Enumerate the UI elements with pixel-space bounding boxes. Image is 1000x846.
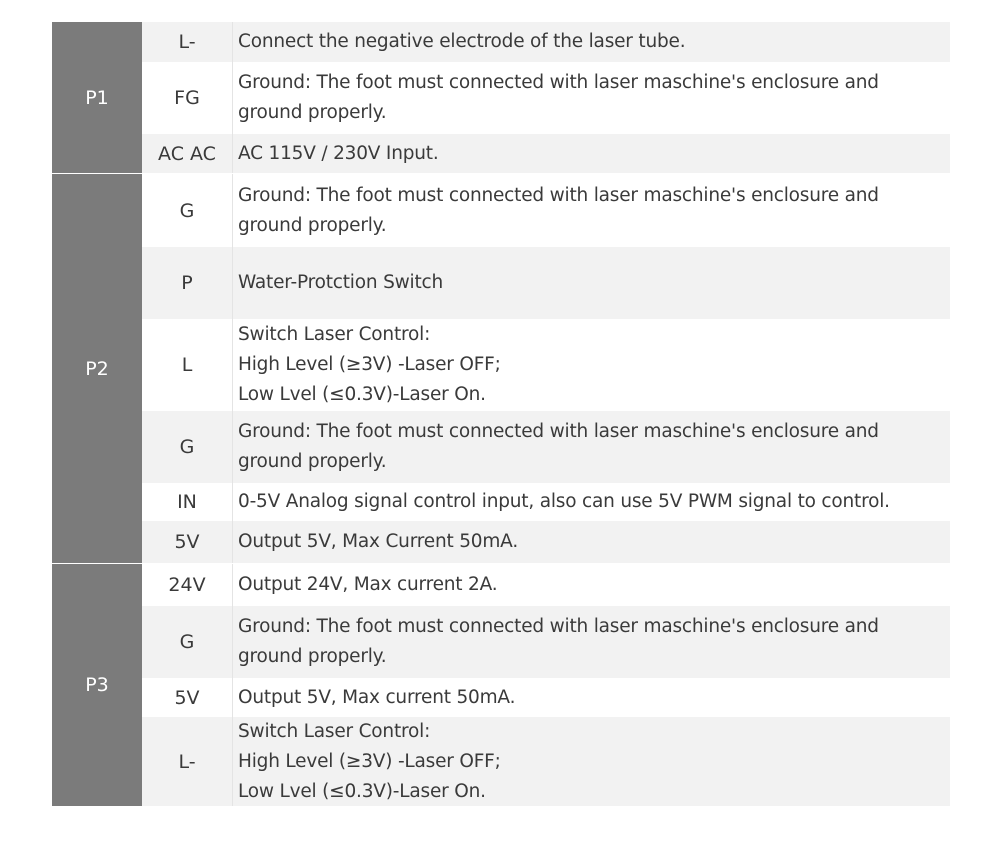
description-line: Low Lvel (≤0.3V)-Laser On. [238, 780, 486, 802]
description-line: Water-Protction Switch [238, 272, 444, 293]
group-label: P2 [52, 174, 142, 563]
description-line: Ground: The foot must connected with laser maschine's enclosure and [238, 421, 879, 442]
description-lines [238, 320, 501, 410]
pin-description [233, 564, 950, 606]
pin-name: L- [142, 22, 233, 62]
description-lines [238, 181, 879, 241]
pin-name: G [142, 606, 233, 678]
description-line: Ground: The foot must connected with laser maschine's enclosure and [238, 72, 879, 93]
description-line: Low Lvel (≤0.3V)-Laser On. [238, 384, 486, 405]
table-row [142, 483, 950, 521]
description-lines [238, 683, 515, 713]
table-row [142, 606, 950, 678]
group-label: P1 [52, 22, 142, 173]
table-row [142, 678, 950, 717]
pin-name: 24V [142, 564, 233, 606]
description-line: Switch Laser Control: [238, 720, 431, 742]
pin-name: 5V [142, 678, 233, 717]
description-line: Switch Laser Control: [238, 324, 431, 345]
description-lines [238, 27, 685, 57]
pin-name: 5V [142, 521, 233, 563]
pin-name: IN [142, 483, 233, 521]
description-lines [238, 139, 439, 169]
pin-description [233, 62, 950, 134]
table-row [142, 247, 950, 319]
description-line: High Level (≥3V) -Laser OFF; [238, 750, 501, 772]
description-line: Output 5V, Max current 50mA. [238, 686, 516, 708]
description-line: ground properly. [238, 102, 387, 123]
description-line: Connect the negative electrode of the laser tube. [238, 31, 686, 52]
pin-description [233, 134, 950, 173]
group-rows [142, 564, 950, 806]
description-line: Ground: The foot must connected with laser maschine's enclosure and [238, 616, 879, 637]
description-line: ground properly. [238, 451, 387, 472]
description-lines [238, 717, 501, 807]
description-lines [238, 527, 518, 557]
table-row [142, 22, 950, 62]
pin-description [233, 521, 950, 563]
pin-description [233, 22, 950, 62]
pin-name: G [142, 411, 233, 483]
pin-group [52, 173, 950, 563]
pin-name: L [142, 319, 233, 411]
table-row [142, 174, 950, 247]
table-row [142, 521, 950, 563]
description-lines [238, 268, 443, 298]
pin-name: L- [142, 717, 233, 806]
description-line: Ground: The foot must connected with laser maschine's enclosure and [238, 184, 879, 206]
table-row [142, 717, 950, 806]
group-label: P3 [52, 564, 142, 806]
table-row [142, 319, 950, 411]
pin-name: G [142, 174, 233, 247]
description-lines [238, 612, 879, 672]
description-line: High Level (≥3V) -Laser OFF; [238, 354, 501, 375]
pin-name: AC AC [142, 134, 233, 173]
pin-name: FG [142, 62, 233, 134]
description-line: Output 5V, Max Current 50mA. [238, 531, 518, 552]
description-line: Output 24V, Max current 2A. [238, 574, 498, 595]
pin-name: P [142, 247, 233, 319]
description-line: 0-5V Analog signal control input, also can use 5V PWM signal to control. [238, 491, 890, 512]
pin-group [52, 563, 950, 806]
pin-description [233, 174, 950, 247]
table-row [142, 62, 950, 134]
description-lines [238, 570, 497, 600]
table-row [142, 134, 950, 173]
pin-description [233, 678, 950, 717]
description-line: ground properly. [238, 646, 387, 667]
pin-description [233, 319, 950, 411]
group-rows [142, 174, 950, 563]
pin-table [52, 22, 950, 806]
pin-description [233, 606, 950, 678]
description-lines [238, 417, 879, 477]
pin-description [233, 247, 950, 319]
group-rows [142, 22, 950, 173]
description-line: AC 115V / 230V Input. [238, 142, 439, 164]
table-row [142, 411, 950, 483]
pin-description [233, 411, 950, 483]
description-lines [238, 487, 890, 517]
description-lines [238, 68, 879, 128]
pin-description [233, 483, 950, 521]
pin-group [52, 22, 950, 173]
table-row [142, 564, 950, 606]
description-line: ground properly. [238, 214, 387, 236]
pin-description [233, 717, 950, 806]
